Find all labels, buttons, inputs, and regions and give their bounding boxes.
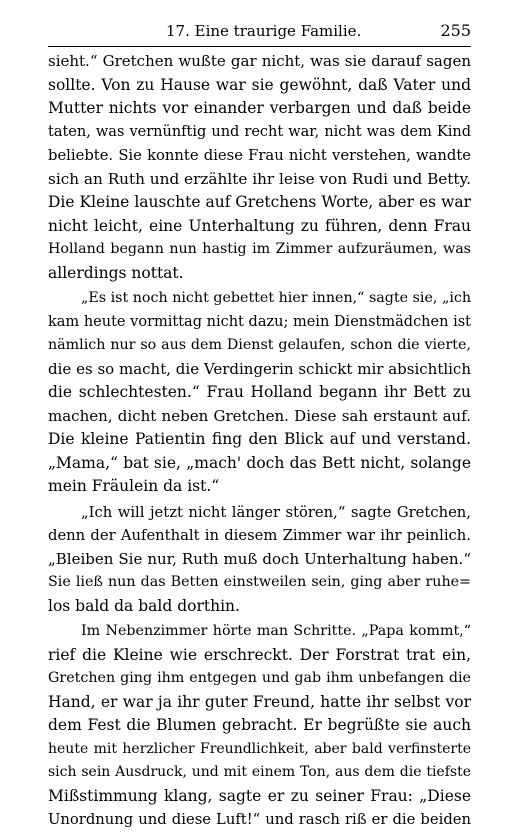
text-line: mein Fräulein da ist.“ [48, 477, 220, 495]
text-line: beliebte. Sie konnte diese Frau nicht verstehen, wandte [48, 147, 471, 164]
text-line: „Es ist noch nicht gebettet hier innen,“ sagte sie, „ich [81, 290, 471, 306]
text-line: nämlich nur so aus dem Dienst gelaufen, schon die vierte, [48, 337, 471, 353]
text-line: „Ich will jetzt nicht länger stören,“ sagte Gretchen, [81, 503, 471, 521]
text-line: los bald da bald dorthin. [48, 596, 240, 615]
text-line: kam heute vormittag nicht dazu; mein Dienstmädchen ist [48, 313, 471, 330]
page-number: 255 [440, 21, 471, 40]
text-line: denn der Aufenthalt in diesem Zimmer war ihr peinlich. [48, 527, 471, 544]
body-text [48, 50, 471, 832]
text-line: Die Kleine lauschte auf Gretchens Worte, aber es war [48, 193, 471, 211]
text-line: Hand, er war ja ihr guter Freund, hatte ihr selbst vor [48, 692, 471, 711]
paragraph [48, 501, 471, 619]
text-line: „Mama,“ bat sie, „mach' doch das Bett nicht, solange [48, 453, 471, 472]
text-line: „Bleiben Sie nur, Ruth muß doch Unterhaltung haben.“ [48, 549, 471, 568]
text-line: sollte. Von zu Hause war sie gewöhnt, daß Vater und [48, 75, 471, 94]
text-line: dem Fest die Blumen gebracht. Er begrüßte sie auch [48, 716, 471, 734]
text-line: rief die Kleine wie erschreckt. Der Forstrat trat ein, [48, 645, 471, 664]
running-head [48, 20, 471, 42]
text-line: sich an Ruth und erzählte ihr leise von Rudi und Betty. [48, 169, 471, 188]
text-line: sich sein Ausdruck, und mit einem Ton, aus dem die tiefste [48, 764, 471, 780]
text-line: Holland begann nun hastig im Zimmer aufzuräumen, was [48, 241, 471, 257]
text-line: taten, was vernünftig und recht war, nicht was dem Kind [48, 123, 471, 140]
text-line: nicht leicht, eine Unterhaltung zu führen, denn Frau [48, 216, 471, 235]
text-line: Sie ließ nun das Betten einstweilen sein, ging aber ruhe= [48, 574, 471, 590]
text-line: die es so macht, die Verdingerin schickt mir absichtlich [48, 359, 471, 378]
text-line: machen, dicht neben Gretchen. Diese sah erstaunt auf. [48, 406, 471, 425]
text-line: die schlechtesten.“ Frau Holland begann ihr Bett zu [48, 383, 471, 401]
paragraph [48, 287, 471, 499]
header-rule [48, 46, 471, 47]
text-line: Mutter nichts vor einander verbargen und daß beide [48, 99, 471, 117]
text-line: Unordnung und diese Luft!“ und rasch riß er die beiden [48, 811, 471, 828]
chapter-running-title: 17. Eine traurige Familie. [166, 22, 362, 40]
text-line: Mißstimmung klang, sagte er zu seiner Frau: „Diese [48, 786, 471, 805]
text-line: Gretchen ging ihm entgegen und gab ihm unbefangen die [48, 670, 471, 686]
paragraph [48, 50, 471, 285]
text-line: allerdings nottat. [48, 263, 184, 282]
text-line: Die kleine Patientin fing den Blick auf und verstand. [48, 430, 471, 448]
text-line: heute mit herzlicher Freundlichkeit, aber bald verfinsterte [48, 740, 471, 757]
text-line: sieht.“ Gretchen wußte gar nicht, was sie darauf sagen [48, 52, 471, 70]
text-line: Im Nebenzimmer hörte man Schritte. „Papa kommt,“ [81, 623, 471, 639]
